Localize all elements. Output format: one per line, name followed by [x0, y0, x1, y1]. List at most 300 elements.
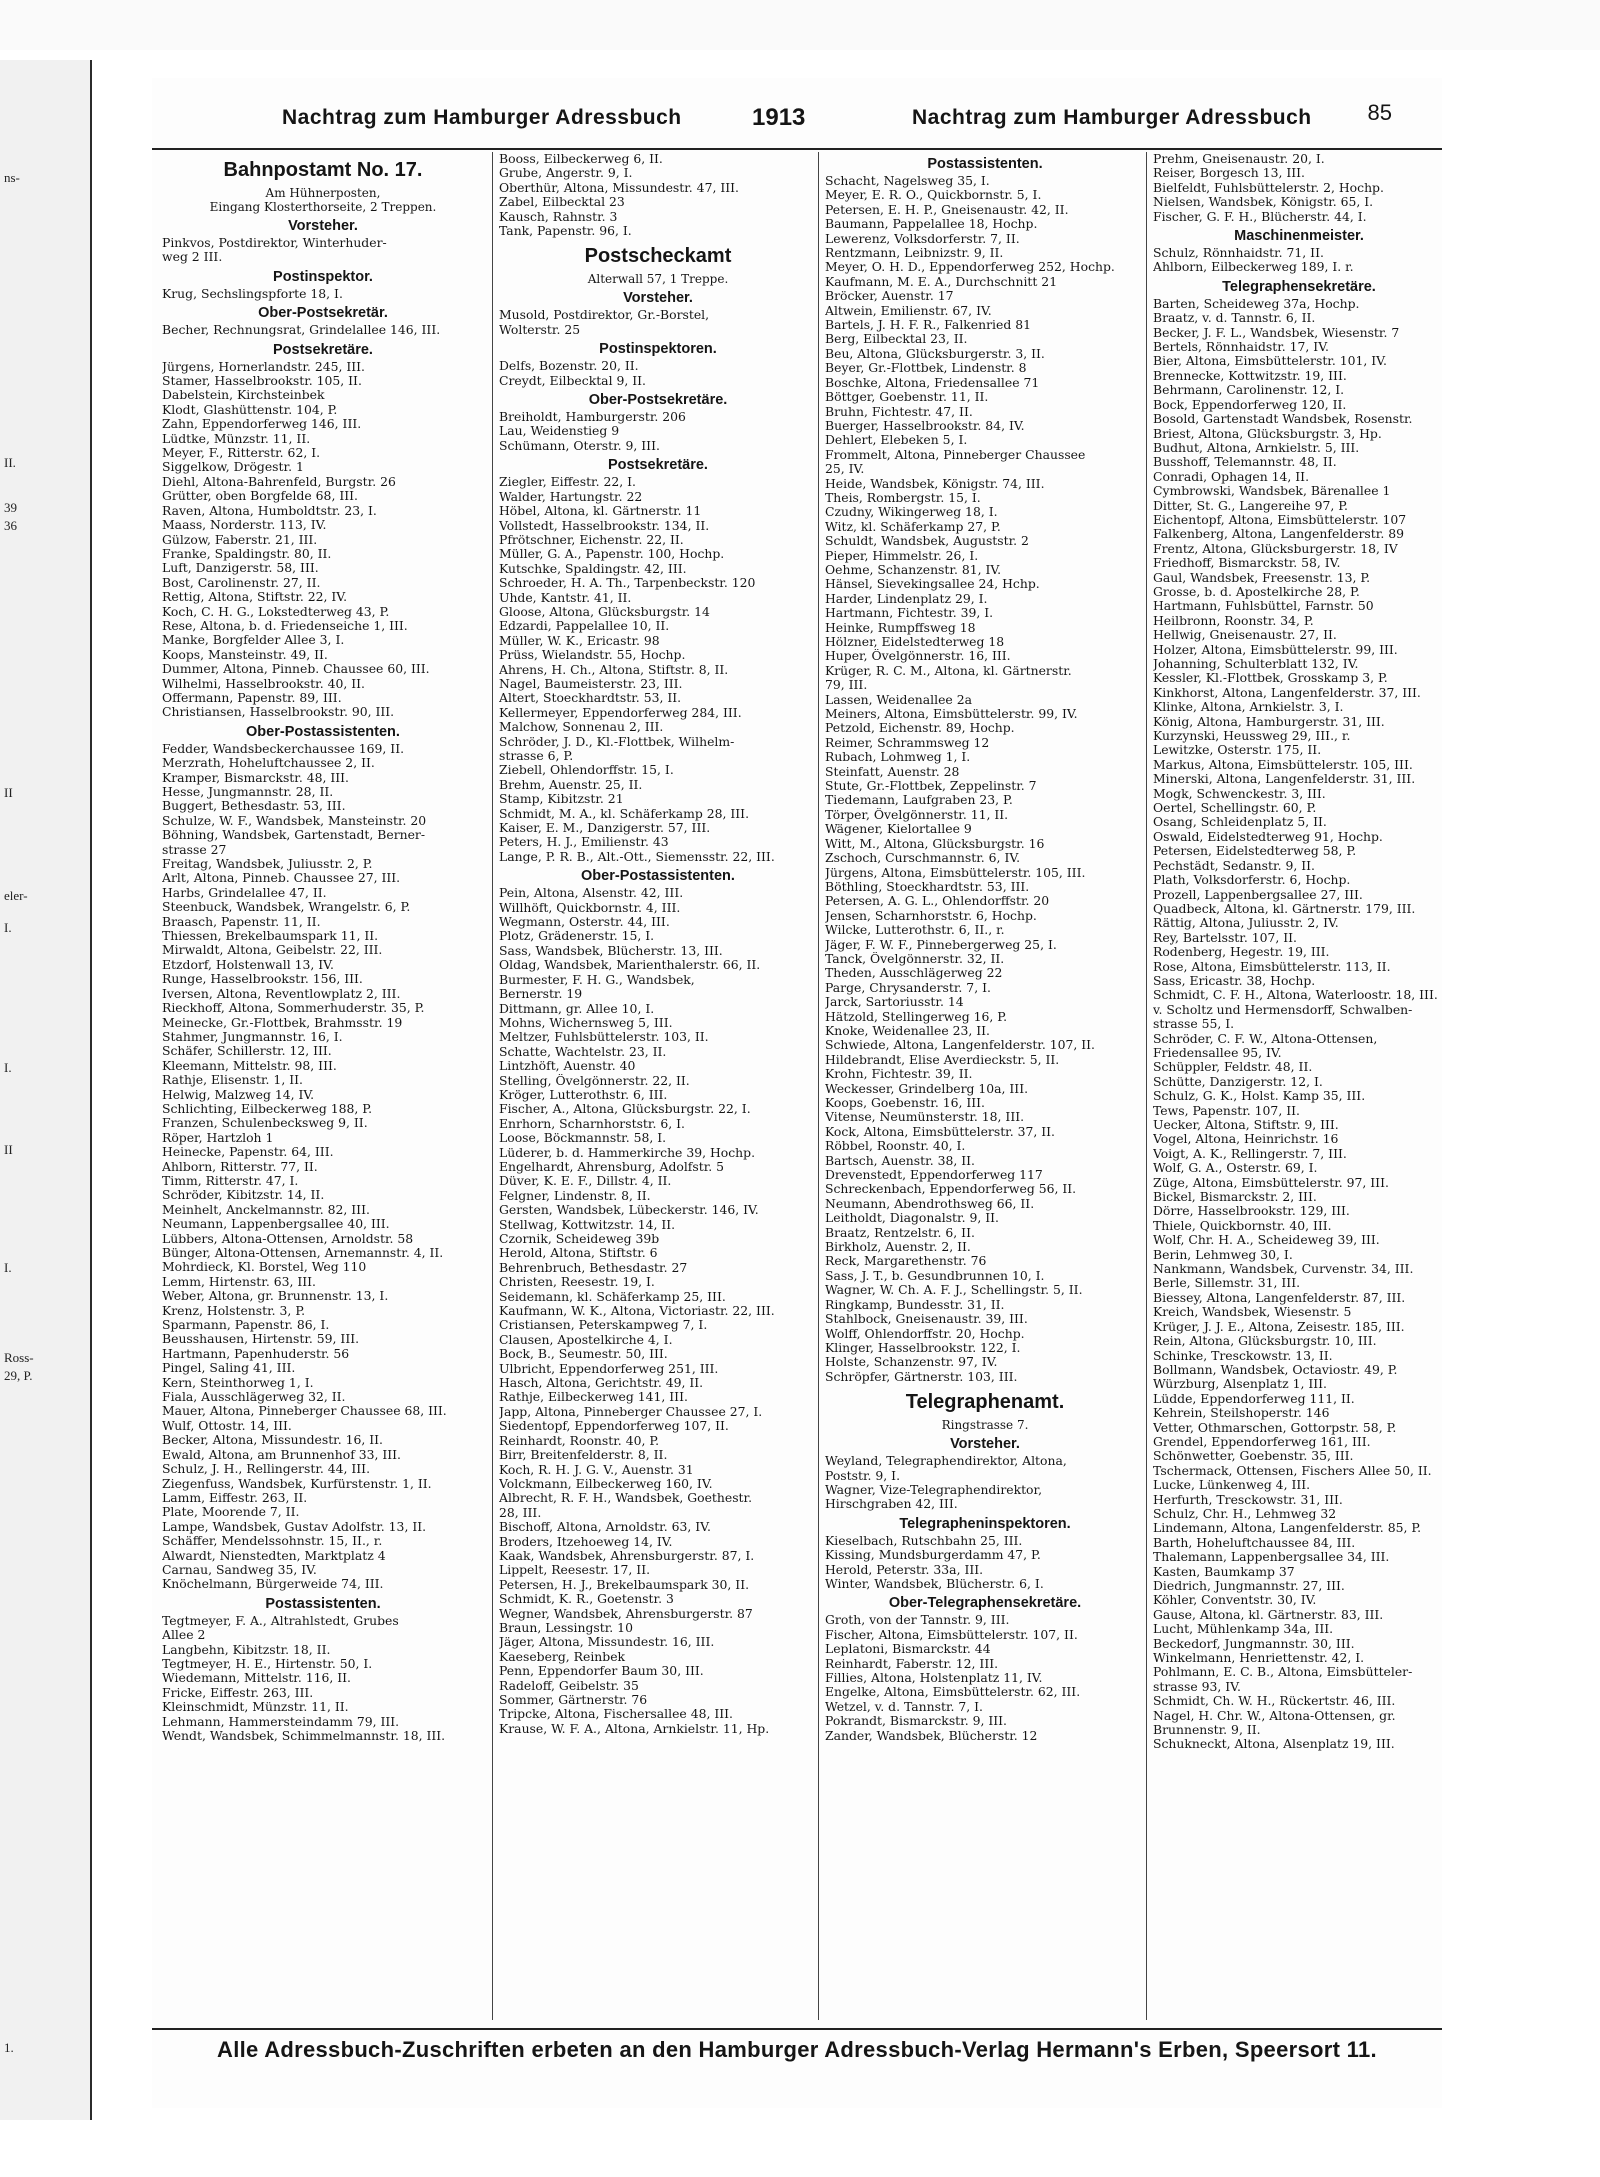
directory-entry: Reck, Margarethenstr. 76	[825, 1254, 987, 1269]
directory-entry: Wegmann, Osterstr. 44, III.	[499, 915, 670, 930]
directory-entry: Schulz, Rönnhaidstr. 71, II.	[1153, 246, 1324, 261]
directory-entry: Manke, Borgfelder Allee 3, I.	[162, 633, 345, 648]
directory-entry: Zahn, Eppendorferweg 146, III.	[162, 417, 362, 432]
directory-entry: Minerski, Altona, Langenfelderstr. 31, III.	[1153, 772, 1416, 787]
directory-entry: Cristiansen, Peterskampweg 7, I.	[499, 1318, 708, 1333]
directory-entry: Quadbeck, Altona, kl. Gärtnerstr. 179, III.	[1153, 901, 1416, 916]
directory-entry: Pfrötschner, Eichenstr. 22, II.	[499, 532, 684, 547]
directory-entry: Ahrens, H. Ch., Altona, Stiftstr. 8, II.	[499, 662, 729, 677]
directory-entry: Lassen, Weidenallee 2a	[825, 692, 972, 707]
section-heading: Postassistenten.	[927, 156, 1043, 172]
directory-entry: Brennecke, Kottwitzstr. 19, III.	[1153, 368, 1347, 383]
directory-entry: Koch, R. H. J. G. V., Auenstr. 31	[499, 1462, 694, 1477]
directory-entry: Lippelt, Reesestr. 17, II.	[499, 1563, 651, 1578]
directory-entry: Engelke, Altona, Eimsbüttelerstr. 62, III.	[825, 1685, 1081, 1700]
directory-entry: Ziebell, Ohlendorffstr. 15, I.	[499, 763, 674, 778]
directory-entry: Leplatoni, Bismarckstr. 44	[825, 1642, 991, 1657]
directory-entry: Penn, Eppendorfer Baum 30, III.	[499, 1664, 704, 1679]
directory-entry: Jarck, Sartoriusstr. 14	[825, 995, 964, 1010]
directory-entry: Bickel, Bismarckstr. 2, III.	[1153, 1190, 1317, 1205]
directory-entry: Kleinschmidt, Münzstr. 11, II.	[162, 1700, 349, 1715]
directory-entry: Hartmann, Fuhlsbüttel, Farnstr. 50	[1153, 599, 1374, 614]
directory-entry: Brehm, Auenstr. 25, II.	[499, 777, 643, 792]
directory-entry: Prehm, Gneisenaustr. 20, I.	[1153, 152, 1325, 166]
directory-entry: Schulz, Chr. H., Lehmweg 32	[1153, 1506, 1337, 1521]
directory-entry: Böttger, Goebenstr. 11, II.	[825, 390, 989, 405]
directory-entry: Gaul, Wandsbek, Freesenstr. 13, P.	[1153, 570, 1371, 585]
directory-entry: strasse 27	[162, 842, 227, 857]
directory-entry: Krug, Sechslingspforte 18, I.	[162, 286, 343, 301]
directory-entry: Franzen, Schulenbecksweg 9, II.	[162, 1116, 368, 1131]
directory-entry: Schulze, W. F., Wandsbek, Mansteinstr. 20	[162, 813, 427, 828]
directory-entry: Creydt, Eilbecktal 9, II.	[499, 373, 646, 388]
directory-entry: Plath, Volksdorferstr. 6, Hochp.	[1153, 873, 1351, 888]
directory-entry: Maass, Norderstr. 113, IV.	[162, 518, 327, 533]
directory-entry: Christiansen, Hasselbrookstr. 90, III.	[162, 705, 395, 720]
directory-entry: Bröcker, Auenstr. 17	[825, 289, 954, 304]
column-4	[1146, 152, 1445, 2020]
directory-entry: Theden, Ausschlägerweg 22	[825, 966, 1003, 981]
directory-entry: Huper, Övelgönnerstr. 16, III.	[825, 649, 1011, 664]
directory-entry: Poststr. 9, I.	[825, 1468, 901, 1483]
directory-entry: Braatz, Rentzelstr. 6, II.	[825, 1225, 975, 1240]
directory-entry: Kutschke, Spaldingstr. 42, III.	[499, 561, 687, 576]
directory-entry: Oehme, Schanzenstr. 81, IV.	[825, 562, 1002, 577]
directory-entry: Schacht, Nagelsweg 35, I.	[825, 174, 990, 188]
directory-entry: Buggert, Bethesdastr. 53, III.	[162, 799, 346, 814]
directory-entry: Frommelt, Altona, Pinneberger Chaussee	[825, 447, 1086, 462]
section-heading: Ober-Telegraphensekretäre.	[888, 1595, 1082, 1612]
directory-entry: Conradi, Ophagen 14, II.	[1153, 469, 1310, 484]
directory-page	[152, 78, 1442, 2108]
directory-entry: Hirschgraben 42, III.	[825, 1497, 958, 1512]
directory-entry: Kissing, Mundsburgerdamm 47, P.	[825, 1548, 1041, 1563]
directory-entry: Holzer, Altona, Eimsbüttelerstr. 99, III.	[1153, 642, 1398, 657]
directory-entry: Fedder, Wandsbeckerchaussee 169, II.	[162, 741, 405, 756]
directory-entry: Wulf, Ottostr. 14, III.	[162, 1418, 292, 1433]
directory-entry: Beyer, Gr.-Flottbek, Lindenstr. 8	[825, 361, 1027, 376]
directory-entry: Schäfer, Schillerstr. 12, III.	[162, 1044, 332, 1059]
directory-entry: Ahlborn, Eilbeckerweg 189, I. r.	[1153, 260, 1354, 275]
directory-entry: Kurzynski, Heussweg 29, III., r.	[1153, 729, 1351, 744]
fragment-text: 1.	[4, 2040, 14, 2055]
directory-entry: Pinkvos, Postdirektor, Winterhuder-	[162, 236, 387, 250]
directory-entry: Schröpfer, Gärtnerstr. 103, III.	[825, 1369, 1018, 1384]
directory-entry: Buerger, Hasselbrookstr. 84, IV.	[825, 418, 1025, 433]
directory-entry: Jensen, Scharnhorststr. 6, Hochp.	[825, 908, 1037, 923]
directory-entry: Kehrein, Steilshoperstr. 146	[1153, 1406, 1330, 1421]
section-heading: Telegrapheninspektoren.	[899, 1515, 1071, 1532]
directory-entry: Edzardi, Pappelallee 10, II.	[499, 619, 670, 634]
directory-entry: Kramper, Bismarckstr. 48, III.	[162, 770, 349, 785]
directory-entry: Grosse, b. d. Apostelkirche 28, P.	[1153, 584, 1360, 599]
directory-entry: Kausch, Rahnstr. 3	[499, 209, 618, 224]
directory-entry: Schröder, Kibitzstr. 14, II.	[162, 1188, 325, 1203]
directory-entry: Loose, Böckmannstr. 58, I.	[499, 1131, 667, 1146]
directory-entry: Schatte, Wachtelstr. 23, II.	[499, 1044, 667, 1059]
directory-entry: Schäffer, Mendelssohnstr. 15, II., r.	[162, 1534, 383, 1549]
directory-entry: Klinger, Hasselbrookstr. 122, I.	[825, 1340, 1021, 1355]
directory-entry: Clausen, Apostelkirche 4, I.	[499, 1332, 673, 1347]
section-heading: Postinspektoren.	[599, 341, 717, 358]
directory-entry: Langbehn, Kibitzstr. 18, II.	[162, 1642, 331, 1657]
directory-entry: Neumann, Abendrothsweg 66, II.	[825, 1196, 1035, 1211]
directory-entry: Weyland, Telegraphendirektor, Altona,	[825, 1454, 1067, 1469]
directory-entry: Dittmann, gr. Allee 10, I.	[499, 1001, 655, 1016]
directory-entry: Tegtmeyer, F. A., Altrahlstedt, Grubes	[162, 1613, 399, 1628]
directory-entry: Rathje, Eilbeckerweg 141, III.	[499, 1390, 688, 1405]
directory-entry: Rodenberg, Hegestr. 19, III.	[1153, 945, 1330, 960]
directory-entry: Stelling, Övelgönnerstr. 22, II.	[499, 1073, 690, 1088]
directory-entry: Klodt, Glashüttenstr. 104, P.	[162, 402, 338, 417]
directory-entry: Prozell, Lappenbergsallee 27, III.	[1153, 887, 1363, 902]
directory-entry: Budhut, Altona, Arnkielstr. 5, III.	[1153, 440, 1360, 455]
directory-entry: Petersen, A. G. L., Ohlendorffstr. 20	[825, 894, 1050, 909]
directory-entry: Schmidt, M. A., kl. Schäferkamp 28, III.	[499, 806, 750, 821]
page-number: 85	[1367, 100, 1392, 125]
fragment-text: II	[4, 1142, 13, 1157]
directory-entry: Berg, Eilbecktal 23, II.	[825, 332, 968, 347]
section-heading: Telegraphensekretäre.	[1222, 278, 1376, 295]
directory-entry: Mirwaldt, Altona, Geibelstr. 22, III.	[162, 943, 383, 958]
directory-entry: Hätzold, Stellingerweg 16, P.	[825, 1009, 1008, 1024]
directory-entry: Schulz, J. H., Rellingerstr. 44, III.	[162, 1462, 371, 1477]
publisher-footer: Alle Adressbuch-Zuschriften erbeten an den Hamburger Adressbuch-Verlag Hermann's Erben, Speersort 11.	[152, 2028, 1442, 2070]
section-heading: Ober-Postassistenten.	[246, 723, 400, 740]
directory-entry: Kaak, Wandsbek, Ahrensburgerstr. 87, I.	[499, 1548, 755, 1563]
directory-entry: Kröger, Lutterothstr. 6, III.	[499, 1087, 668, 1102]
column-2	[492, 152, 817, 2020]
directory-entry: strasse 6, P.	[499, 749, 574, 763]
directory-entry: Heide, Wandsbek, Königstr. 74, III.	[825, 476, 1045, 491]
directory-entry: Müller, G. A., Papenstr. 100, Hochp.	[499, 547, 725, 562]
directory-entry: Vogel, Altona, Heinrichstr. 16	[1153, 1132, 1339, 1147]
directory-entry: Tegtmeyer, H. E., Hirtenstr. 50, I.	[162, 1656, 373, 1671]
directory-entry: Wendt, Wandsbek, Schimmelmannstr. 18, III.	[162, 1729, 446, 1743]
directory-entry: Barth, Hoheluftchaussee 84, III.	[1153, 1535, 1356, 1550]
directory-entry: Etzdorf, Holstenwall 13, IV.	[162, 957, 334, 972]
directory-entry: Dabelstein, Kirchsteinbek	[162, 388, 325, 403]
directory-entry: Enrhorn, Scharnhorststr. 6, I.	[499, 1116, 685, 1131]
directory-entry: Törper, Övelgönnerstr. 11, II.	[825, 807, 1009, 822]
directory-entry: Czudny, Wikingerweg 18, I.	[825, 505, 998, 520]
directory-entry: Markus, Altona, Eimsbüttelerstr. 105, III.	[1153, 757, 1413, 772]
section-heading: Postassistenten.	[265, 1595, 381, 1612]
directory-entry: Grendel, Eppendorferweg 161, III.	[1153, 1434, 1371, 1449]
directory-entry: Jürgens, Altona, Eimsbüttelerstr. 105, III.	[825, 865, 1086, 880]
directory-entry: strasse 55, I.	[1153, 1017, 1235, 1032]
directory-entry: Lange, P. R. B., Alt.-Ott., Siemensstr. 22, III.	[499, 849, 775, 864]
directory-entry: Rubach, Lohmweg 1, I.	[825, 750, 971, 765]
directory-entry: Wiedemann, Mittelstr. 116, II.	[162, 1671, 351, 1686]
directory-entry: König, Altona, Hamburgerstr. 31, III.	[1153, 714, 1385, 729]
directory-entry: Heilbronn, Roonstr. 34, P.	[1153, 613, 1314, 628]
directory-entry: Thalemann, Lappenbergsallee 34, III.	[1153, 1550, 1390, 1565]
directory-entry: strasse 93, IV.	[1153, 1679, 1241, 1694]
directory-entry: Lucht, Mühlenkamp 34a, III.	[1153, 1622, 1334, 1637]
directory-entry: Wägener, Kielortallee 9	[825, 822, 972, 837]
directory-entry: Sass, Ericastr. 38, Hochp.	[1153, 973, 1316, 988]
directory-entry: Malchow, Sonnenau 2, III.	[499, 720, 664, 735]
directory-entry: Harder, Lindenplatz 29, I.	[825, 591, 988, 606]
directory-entry: Reimer, Schrammsweg 12	[825, 735, 990, 750]
directory-entry: Kreich, Wandsbek, Wiesenstr. 5	[1153, 1305, 1352, 1320]
directory-entry: Bertels, Rönnhaidstr. 17, IV.	[1153, 340, 1329, 355]
directory-entry: Drevenstedt, Eppendorferweg 117	[825, 1168, 1043, 1183]
directory-entry: Behrmann, Carolinenstr. 12, I.	[1153, 383, 1345, 398]
directory-entry: Stute, Gr.-Flottbek, Zeppelinstr. 7	[825, 779, 1037, 794]
page-header	[152, 78, 1442, 150]
directory-entry: Becker, J. F. L., Wandsbek, Wiesenstr. 7	[1153, 325, 1400, 340]
directory-entry: Krüger, J. J. E., Altona, Zeisestr. 185, III.	[1153, 1319, 1405, 1334]
directory-entry: Pieper, Himmelstr. 26, I.	[825, 548, 979, 563]
directory-entry: Rättig, Altona, Juliusstr. 2, IV.	[1153, 916, 1339, 931]
directory-entry: Breiholdt, Hamburgerstr. 206	[499, 410, 686, 425]
directory-entry: Fischer, A., Altona, Glücksburgstr. 22, I.	[499, 1102, 751, 1117]
section-heading: Maschinenmeister.	[1234, 228, 1364, 245]
directory-entry: 79, III.	[825, 678, 868, 693]
directory-entry: Lehmann, Hammersteindamm 79, III.	[162, 1714, 400, 1729]
directory-entry: Wolf, G. A., Osterstr. 69, I.	[1153, 1161, 1318, 1176]
office-address: Alterwall 57, 1 Treppe.	[587, 272, 729, 287]
directory-entry: Timm, Ritterstr. 47, I.	[162, 1173, 299, 1188]
directory-entry: Beckedorf, Jungmannstr. 30, III.	[1153, 1636, 1355, 1651]
directory-entry: Burmester, F. H. G., Wandsbek,	[499, 972, 695, 987]
directory-entry: Herold, Altona, Stiftstr. 6	[499, 1246, 658, 1261]
directory-entry: Altert, Stoeckhardtstr. 53, II.	[499, 691, 682, 706]
directory-entry: Pokrandt, Bismarckstr. 9, III.	[825, 1714, 1007, 1729]
directory-entry: Boschke, Altona, Friedensallee 71	[825, 375, 1040, 390]
directory-entry: Oberthür, Altona, Missundestr. 47, III.	[499, 180, 739, 195]
directory-entry: Carnau, Sandweg 35, IV.	[162, 1562, 317, 1577]
directory-entry: Hellwig, Gneisenaustr. 27, II.	[1153, 628, 1337, 643]
column-3	[818, 152, 1145, 2020]
directory-entry: Hänsel, Sievekingsallee 24, Hchp.	[825, 577, 1040, 592]
directory-entry: Rettig, Altona, Stiftstr. 22, IV.	[162, 590, 348, 605]
directory-entry: Walder, Hartungstr. 22	[499, 489, 643, 504]
directory-entry: Schmidt, K. R., Goetenstr. 3	[499, 1592, 674, 1607]
office-title: Telegraphenamt.	[905, 1391, 1065, 1414]
section-heading: Ober-Postassistenten.	[581, 868, 735, 885]
directory-entry: Diehl, Altona-Bahrenfeld, Burgstr. 26	[162, 474, 396, 489]
directory-entry: Bruhn, Fichtestr. 47, II.	[825, 404, 973, 419]
directory-entry: Becher, Rechnungsrat, Grindelallee 146, III.	[162, 323, 441, 338]
directory-entry: Lucke, Lünkenweg 4, III.	[1153, 1478, 1311, 1493]
directory-entry: Tank, Papenstr. 96, I.	[499, 224, 632, 239]
directory-entry: Petersen, H. J., Brekelbaumspark 30, II.	[499, 1577, 750, 1592]
directory-entry: Mohrdieck, Kl. Borstel, Weg 110	[162, 1260, 367, 1275]
directory-entry: Eichentopf, Altona, Eimsbüttelerstr. 107	[1153, 512, 1407, 527]
directory-entry: Pechstädt, Sedanstr. 9, II.	[1153, 858, 1315, 873]
directory-entry: Neumann, Lappenbergsallee 40, III.	[162, 1217, 390, 1232]
directory-entry: Koops, Mansteinstr. 49, II.	[162, 647, 328, 662]
directory-entry: Groth, von der Tannstr. 9, III.	[825, 1613, 1010, 1628]
directory-entry: Nagel, H. Chr. W., Altona-Ottensen, gr.	[1153, 1708, 1396, 1723]
directory-entry: Koops, Goebenstr. 16, III.	[825, 1096, 985, 1110]
directory-entry: Osang, Schleidenplatz 5, II.	[1153, 815, 1327, 830]
directory-entry: Altwein, Emilienstr. 67, IV.	[825, 303, 992, 318]
directory-entry: Bischoff, Altona, Arnoldstr. 63, IV.	[499, 1520, 711, 1535]
directory-entry: Meltzer, Fuhlsbüttelerstr. 103, II.	[499, 1030, 709, 1045]
directory-entry: Reinhardt, Roonstr. 40, P.	[499, 1433, 660, 1448]
directory-entry: Lüdde, Eppendorferweg 111, II.	[1153, 1391, 1355, 1406]
directory-entry: Schreckenbach, Eppendorferweg 56, II.	[825, 1182, 1077, 1197]
directory-entry: Stamer, Hasselbrookstr. 105, II.	[162, 374, 362, 389]
fragment-text: 36	[4, 518, 17, 533]
directory-entry: Plate, Moorende 7, II.	[162, 1505, 300, 1520]
directory-entry: Radeloff, Geibelstr. 35	[499, 1678, 639, 1693]
fragment-text: ns-	[4, 170, 20, 185]
section-heading: Vorsteher.	[950, 1436, 1020, 1453]
directory-entry: Birkholz, Auenstr. 2, II.	[825, 1240, 971, 1255]
section-heading: Postsekretäre.	[273, 341, 373, 358]
directory-entry: Tiedemann, Laufgraben 23, P.	[825, 793, 1013, 808]
directory-entry: Kaeseberg, Reinbek	[499, 1649, 626, 1664]
directory-entry: Fischer, G. F. H., Blücherstr. 44, I.	[1153, 209, 1367, 224]
directory-entry: Gülzow, Faberstr. 21, III.	[162, 532, 318, 547]
directory-entry: Johanning, Schulterblatt 132, IV.	[1153, 657, 1359, 671]
directory-entry: Meinecke, Gr.-Flottbek, Brahmsstr. 19	[162, 1015, 403, 1030]
directory-entry: Zabel, Eilbecktal 23	[499, 195, 625, 210]
directory-entry: Rentzmann, Leibnizstr. 9, II.	[825, 246, 1004, 261]
directory-entry: Engelhardt, Ahrensburg, Adolfstr. 5	[499, 1159, 725, 1174]
directory-entry: Kock, Altona, Eimsbüttelerstr. 37, II.	[825, 1124, 1055, 1139]
directory-entry: Klinke, Altona, Arnkielstr. 3, I.	[1153, 700, 1344, 715]
directory-entry: v. Scholtz und Hermensdorff, Schwalben-	[1153, 1002, 1413, 1017]
directory-entry: Ziegenfuss, Wandsbek, Kurfürstenstr. 1, II.	[162, 1476, 432, 1491]
directory-entry: Petzold, Eichenstr. 89, Hochp.	[825, 721, 1015, 736]
directory-entry: Stahmer, Jungmannstr. 16, I.	[162, 1029, 343, 1044]
directory-entry: Krüger, R. C. M., Altona, kl. Gärtnerstr.	[825, 663, 1072, 678]
directory-entry: Frentz, Altona, Glücksburgerstr. 18, IV	[1153, 541, 1398, 556]
fragment-text: eler-	[4, 888, 28, 903]
directory-entry: Oertel, Schellingstr. 60, P.	[1153, 801, 1317, 816]
directory-entry: Berin, Lehmweg 30, I.	[1153, 1247, 1293, 1262]
directory-entry: Hasch, Altona, Gerichtstr. 49, II.	[499, 1376, 704, 1391]
directory-entry: Raven, Altona, Humboldtstr. 23, I.	[162, 503, 377, 518]
directory-entry: Seidemann, kl. Schäferkamp 25, III.	[499, 1289, 726, 1304]
directory-entry: Lüdtke, Münzstr. 11, II.	[162, 431, 311, 446]
directory-entry: Alwardt, Nienstedten, Marktplatz 4	[162, 1548, 386, 1563]
directory-entry: Braatz, v. d. Tannstr. 6, II.	[1153, 311, 1316, 326]
directory-entry: Zschoch, Curschmannstr. 6, IV.	[825, 851, 1021, 866]
directory-entry: Petersen, Eidelstedterweg 58, P.	[1153, 844, 1357, 859]
directory-entry: Ewald, Altona, am Brunnenhof 33, III.	[162, 1447, 401, 1462]
directory-entry: Briest, Altona, Glücksburgstr. 3, Hp.	[1153, 426, 1382, 441]
directory-entry: Leitholdt, Diagonalstr. 9, II.	[825, 1211, 999, 1226]
directory-entry: Busshoff, Telemannstr. 48, II.	[1153, 455, 1337, 470]
section-heading: Ober-Postsekretäre.	[588, 392, 728, 409]
directory-entry: Willhöft, Quickbornstr. 4, III.	[499, 900, 681, 915]
directory-entry: Bartels, J. H. F. R., Falkenried 81	[825, 318, 1031, 333]
office-address: Ringstrasse 7.	[941, 1418, 1029, 1433]
directory-entry: Baumann, Pappelallee 18, Hochp.	[825, 217, 1038, 232]
directory-entry: Weckesser, Grindelberg 10a, III.	[825, 1081, 1029, 1096]
directory-entry: Rese, Altona, b. d. Friedenseiche 1, III.	[162, 618, 408, 633]
directory-entry: Barten, Scheideweg 37a, Hochp.	[1153, 296, 1360, 311]
running-title-right: Nachtrag zum Hamburger Adressbuch	[912, 106, 1312, 129]
directory-entry: Pein, Altona, Alsenstr. 42, III.	[499, 886, 684, 901]
directory-entry: Dummer, Altona, Pinneb. Chaussee 60, III.	[162, 662, 430, 677]
directory-entry: Vetter, Othmarschen, Gottorpstr. 58, P.	[1153, 1420, 1397, 1435]
office-address: Am Hühnerposten,	[265, 186, 381, 200]
directory-entry: Böhning, Wandsbek, Gartenstadt, Berner-	[162, 828, 426, 843]
directory-entry: Delfs, Bozenstr. 20, II.	[499, 359, 639, 374]
fragment-text: I.	[4, 920, 12, 935]
column-1	[162, 152, 484, 2020]
directory-entry: Krenz, Holstenstr. 3, P.	[162, 1303, 306, 1318]
directory-entry: Kleemann, Mittelstr. 98, III.	[162, 1058, 337, 1073]
directory-entry: Rathje, Elisenstr. 1, II.	[162, 1073, 303, 1088]
directory-entry: Wagner, W. Ch. A. F. J., Schellingstr. 5, II.	[825, 1283, 1083, 1298]
directory-entry: Witt, M., Altona, Glücksburgstr. 16	[825, 836, 1045, 851]
directory-entry: Lüderer, b. d. Hammerkirche 39, Hochp.	[499, 1145, 756, 1160]
directory-entry: Stellwag, Kottwitzstr. 14, II.	[499, 1217, 676, 1232]
directory-entry: Jäger, Altona, Missundestr. 16, III.	[499, 1635, 715, 1650]
directory-entry: Ringkamp, Bundesstr. 31, II.	[825, 1297, 1005, 1312]
directory-entry: Züge, Altona, Eimsbüttelerstr. 97, III.	[1153, 1175, 1389, 1190]
directory-entry: Köhler, Conventstr. 30, IV.	[1153, 1593, 1317, 1608]
directory-entry: Sass, Wandsbek, Blücherstr. 13, III.	[499, 943, 723, 958]
directory-entry: Herold, Peterstr. 33a, III.	[825, 1562, 984, 1577]
directory-entry: Biessey, Altona, Langenfelderstr. 87, III.	[1153, 1290, 1406, 1305]
directory-entry: Kaufmann, W. K., Altona, Victoriastr. 22, III.	[499, 1304, 775, 1319]
directory-entry: Wolterstr. 25	[499, 322, 581, 337]
directory-entry: Steinfatt, Auenstr. 28	[825, 764, 960, 779]
directory-entry: Beusshausen, Hirtenstr. 59, III.	[162, 1332, 360, 1347]
directory-entry: Schröder, C. F. W., Altona-Ottensen,	[1153, 1031, 1378, 1046]
directory-entry: Volckmann, Eilbeckerweg 160, IV.	[499, 1476, 713, 1491]
directory-entry: Koch, C. H. G., Lokstedterweg 43, P.	[162, 604, 390, 619]
directory-entry: Mauer, Altona, Pinneberger Chaussee 68, III.	[162, 1404, 447, 1419]
directory-entry: Voigt, A. K., Rellingerstr. 7, III.	[1153, 1146, 1347, 1161]
directory-entry: Schinke, Tresckowstr. 13, II.	[1153, 1348, 1333, 1363]
office-title: Postscheckamt	[584, 245, 732, 268]
directory-entry: Fiala, Ausschlägerweg 32, II.	[162, 1390, 346, 1405]
directory-entry: Kern, Steinthorweg 1, I.	[162, 1375, 314, 1390]
directory-entry: Bock, Eppendorferweg 120, II.	[1153, 397, 1347, 412]
directory-entry: Kasten, Baumkamp 37	[1153, 1564, 1295, 1579]
directory-entry: Behrenbruch, Bethesdastr. 27	[499, 1260, 688, 1275]
directory-entry: Musold, Postdirektor, Gr.-Borstel,	[499, 308, 710, 323]
directory-entry: Arlt, Altona, Pinneb. Chaussee 27, III.	[162, 871, 401, 886]
directory-entry: Meyer, F., Ritterstr. 62, I.	[162, 446, 321, 461]
directory-entry: Uecker, Altona, Stiftstr. 9, III.	[1153, 1118, 1339, 1132]
directory-entry: 25, IV.	[825, 462, 865, 477]
directory-entry: Schüppler, Feldstr. 48, II.	[1153, 1060, 1313, 1075]
directory-entry: Schütte, Danzigerstr. 12, I.	[1153, 1074, 1323, 1089]
office-title: Bahnpostamt No. 17.	[223, 159, 423, 181]
directory-entry: Höbel, Altona, kl. Gärtnerstr. 11	[499, 504, 702, 519]
directory-entry: Böthling, Stoeckhardtstr. 53, III.	[825, 879, 1030, 894]
fragment-text: I.	[4, 1260, 12, 1275]
directory-entry: Lamm, Eiffestr. 263, II.	[162, 1490, 308, 1505]
directory-entry: Iversen, Altona, Reventlowplatz 2, III.	[162, 986, 401, 1001]
directory-entry: Weber, Altona, gr. Brunnenstr. 13, I.	[162, 1289, 389, 1304]
directory-entry: Runge, Hasselbrookstr. 156, III.	[162, 972, 363, 987]
directory-entry: Vitense, Neumünsterstr. 18, III.	[825, 1110, 1025, 1125]
directory-entry: Meyer, O. H. D., Eppendorferweg 252, Hochp.	[825, 260, 1115, 275]
directory-entry: Grütter, oben Borgfelde 68, III.	[162, 489, 358, 504]
directory-entry: Vollstedt, Hasselbrookstr. 134, II.	[499, 518, 710, 533]
directory-entry: Schuldt, Wandsbek, Auguststr. 2	[825, 534, 1029, 549]
directory-entry: Lemm, Hirtenstr. 63, III.	[162, 1274, 316, 1289]
directory-entry: Dehlert, Elebeken 5, I.	[825, 433, 968, 448]
directory-entry: Schmidt, Ch. W. H., Rückertstr. 46, III.	[1153, 1694, 1396, 1709]
directory-entry: Kessler, Kl.-Flottbek, Grosskamp 3, P.	[1153, 671, 1388, 686]
directory-entry: Gloose, Altona, Glücksburgstr. 14	[499, 604, 710, 619]
adjacent-page-fragment	[0, 60, 92, 2120]
